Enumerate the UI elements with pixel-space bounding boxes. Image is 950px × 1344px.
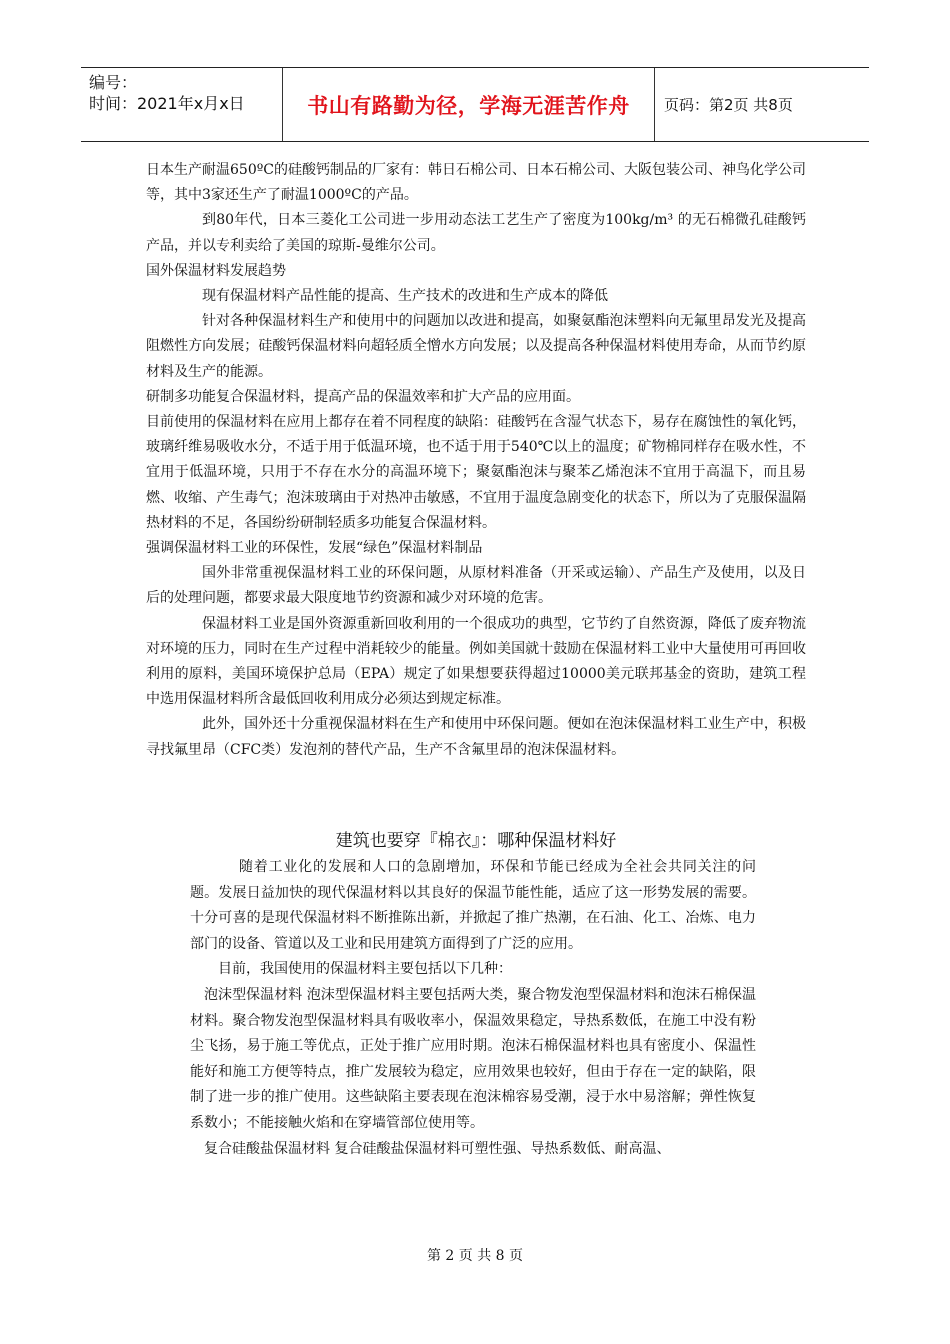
paragraph: 保温材料工业是国外资源重新回收利用的一个很成功的典型，它节约了自然资源，降低了废弃物流对环境的压力，同时在生产过程中消耗较少的能量。例如美国就十鼓励在保温材料工业中大量使用可再回收利用的原料，美国环境保护总局（EPA）规定了如果想要获得超过10000美元联邦基金的资助，建筑工程中选用保温材料所含最低回收利用成分必须达到规定标准。: [146, 615, 806, 708]
paragraph: 目前使用的保温材料在应用上都存在着不同程度的缺陷：硅酸钙在含湿气状态下，易存在腐蚀性的氧化钙，玻璃纤维易吸收水分，不适于用于低温环境，也不适于用于540℃以上的温度；矿物棉同样存在吸水性，不宜用于低温环境，只用于不存在水分的高温环境下；聚氨酯泡沫与聚苯乙烯泡沫不宜用于高温下，而且易燃、收缩、产生毒气；泡沫玻璃由于对热冲击敏感，不宜用于温度急剧变化的状态下，所以为了克服保温隔热材料的不足，各国纷纷研制轻质多功能复合保温材料。: [146, 414, 806, 531]
subheading: 研制多功能复合保温材料，提高产品的保温效率和扩大产品的应用面。: [146, 388, 580, 405]
header-page-info: [655, 68, 869, 141]
document-time-label: 时间：2021年x月x日: [89, 94, 245, 113]
subheading: 强调保温材料工业的环保性，发展“绿色”保温材料制品: [146, 540, 483, 557]
paragraph: 现有保温材料产品性能的提高、生产技术的改进和生产成本的降低: [202, 288, 608, 305]
document-body: [146, 158, 806, 763]
section-body: [190, 855, 756, 1162]
header-slogan: 书山有路勤为径，学海无涯苦作舟: [307, 93, 630, 118]
subheading: 国外保温材料发展趋势: [146, 262, 286, 279]
header-slogan-cell: [283, 68, 655, 141]
document-number-label: 编号：: [89, 73, 138, 92]
section-paragraph: 目前，我国使用的保温材料主要包括以下几种：: [218, 961, 512, 978]
section-paragraph: 泡沫型保温材料 泡沫型保温材料主要包括两大类，聚合物发泡型保温材料和泡沫石棉保温材料。聚合物发泡型保温材料具有吸收率小，保温效果稳定，导热系数低，在施工中没有粉尘飞扬，易于施工等优点，正处于推广应用时期。泡沫石棉保温材料也具有密度小、保温性能好和施工方便等特点，推广发展较为稳定，应用效果也较好，但由于存在一定的缺陷，限制了进一步的推广使用。这些缺陷主要表现在泡沫棉容易受潮，浸于水中易溶解；弹性恢复系数小；不能接触火焰和在穿墙管部位使用等。: [190, 986, 756, 1131]
section-paragraph: 随着工业化的发展和人口的急剧增加，环保和节能已经成为全社会共同关注的问题。发展日益加快的现代保温材料以其良好的保温节能性能，适应了这一形势发展的需要。十分可喜的是现代保温材料不断推陈出新，并掀起了推广热潮，在石油、化工、冶炼、电力部门的设备、管道以及工业和民用建筑方面得到了广泛的应用。: [190, 859, 756, 952]
page-header: [81, 67, 869, 142]
page-info-text: 页码：第2页 共8页: [664, 96, 793, 114]
paragraph: 到80年代，日本三菱化工公司进一步用动态法工艺生产了密度为100kg/m³ 的无石棉微孔硅酸钙产品，并以专利卖给了美国的琼斯-曼维尔公司。: [146, 212, 806, 254]
section-title: 建筑也要穿『棉衣』：哪种保温材料好: [335, 831, 617, 851]
header-meta: [81, 68, 283, 141]
paragraph: 针对各种保温材料生产和使用中的问题加以改进和提高，如聚氨酯泡沫塑料向无氟里昂发光及提高阻燃性方向发展；硅酸钙保温材料向超轻质全憎水方向发展；以及提高各种保温材料使用寿命，从而节约原材料及生产的能源。: [146, 313, 806, 380]
paragraph: 此外，国外还十分重视保温材料在生产和使用中环保问题。便如在泡沫保温材料工业生产中，积极寻找氟里昂（CFC类）发泡剂的替代产品，生产不含氟里昂的泡沫保温材料。: [146, 716, 806, 758]
page-footer: 第 2 页 共 8 页: [426, 1248, 524, 1264]
paragraph: 日本生产耐温650ºC的硅酸钙制品的厂家有：韩日石棉公司、日本石棉公司、大阪包装公司、神鸟化学公司等，其中3家还生产了耐温1000ºC的产品。: [146, 162, 807, 204]
section-paragraph: 复合硅酸盐保温材料 复合硅酸盐保温材料可塑性强、导热系数低、耐高温、: [204, 1140, 671, 1157]
paragraph: 国外非常重视保温材料工业的环保问题，从原材料准备（开采或运输）、产品生产及使用，以及日后的处理问题，都要求最大限度地节约资源和减少对环境的危害。: [146, 565, 806, 607]
